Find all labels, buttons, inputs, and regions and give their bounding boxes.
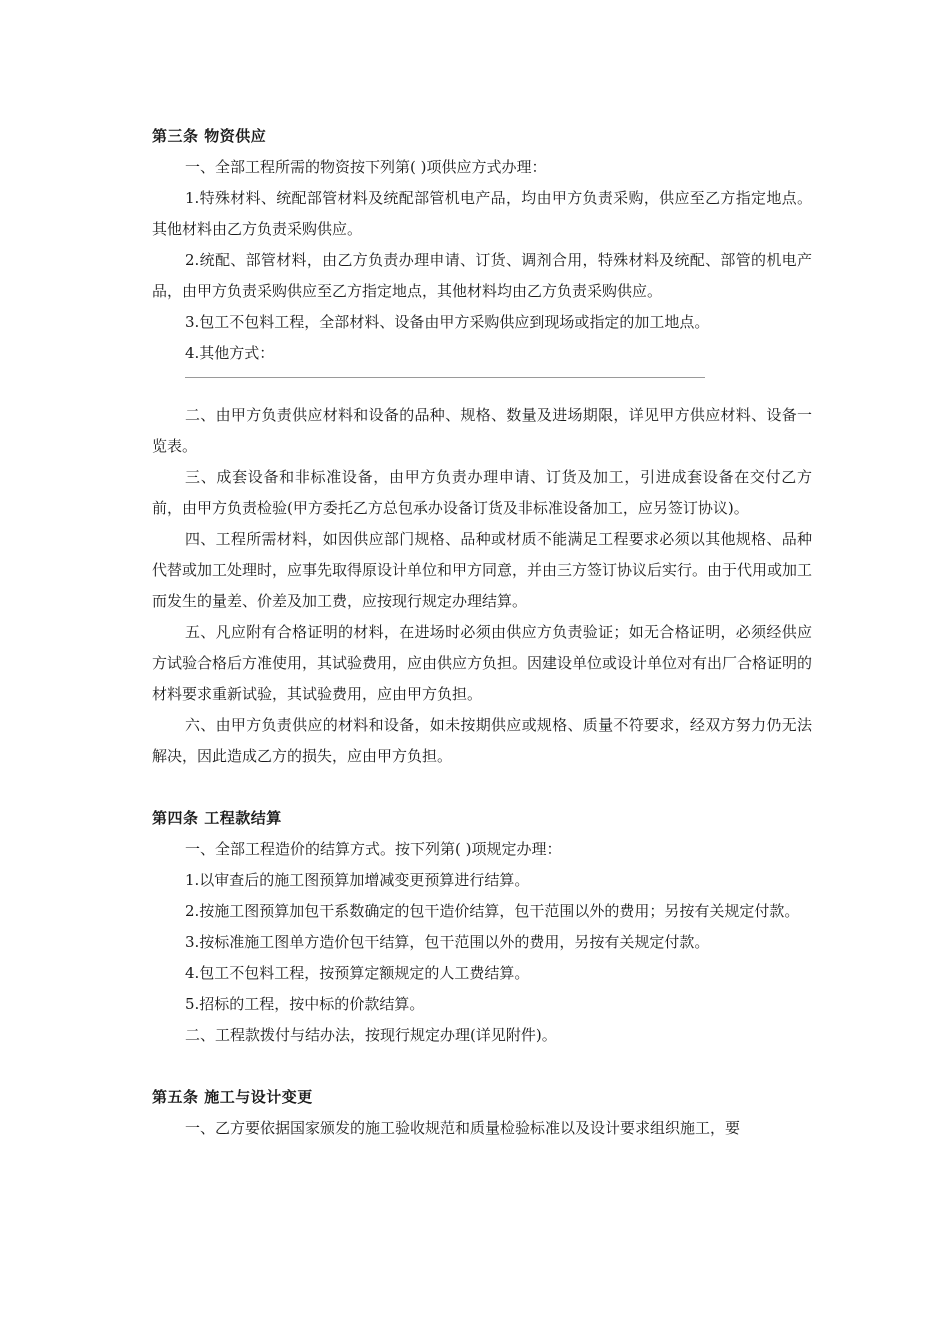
paragraph: 5.招标的工程，按中标的价款结算。 (185, 995, 425, 1013)
paragraph: 二、由甲方负责供应材料和设备的品种、规格、数量及进场期限，详见甲方供应材料、设备一览表。 (152, 406, 812, 455)
paragraph: 二、工程款拨付与结办法，按现行规定办理(详见附件)。 (185, 1026, 557, 1044)
section-article-5 (152, 1082, 812, 1144)
section-article-4 (152, 803, 812, 1051)
section-heading: 第三条 物资供应 (152, 127, 267, 145)
section-spacer (152, 1051, 812, 1082)
paragraph: 2.按施工图预算加包干系数确定的包干造价结算，包干范围以外的费用；另按有关规定付款。 (185, 902, 800, 920)
paragraph: 1.特殊材料、统配部管材料及统配部管机电产品，均由甲方负责采购，供应至乙方指定地点。其他材料由乙方负责采购供应。 (152, 189, 812, 238)
paragraph: 三、成套设备和非标准设备，由甲方负责办理申请、订货及加工，引进成套设备在交付乙方前，由甲方负责检验(甲方委托乙方总包承办设备订货及非标准设备加工，应另签订协议)。 (152, 468, 812, 517)
paragraph: 一、全部工程造价的结算方式。按下列第( )项规定办理： (185, 840, 562, 858)
document-body (152, 121, 812, 1144)
paragraph: 六、由甲方负责供应的材料和设备，如未按期供应或规格、质量不符要求，经双方努力仍无法解决，因此造成乙方的损失，应由甲方负担。 (152, 716, 812, 765)
paragraph: 3.按标准施工图单方造价包干结算，包干范围以外的费用，另按有关规定付款。 (185, 933, 710, 951)
paragraph: 1.以审查后的施工图预算加增减变更预算进行结算。 (185, 871, 530, 889)
paragraph: 4.包工不包料工程，按预算定额规定的人工费结算。 (185, 964, 530, 982)
paragraph: 2.统配、部管材料，由乙方负责办理申请、订货、调剂合用，特殊材料及统配、部管的机电产品，由甲方负责采购供应至乙方指定地点，其他材料均由乙方负责采购供应。 (152, 251, 812, 300)
paragraph: 一、全部工程所需的物资按下列第( )项供应方式办理： (185, 158, 547, 176)
paragraph: 4.其他方式： (185, 344, 275, 362)
paragraph: 四、工程所需材料，如因供应部门规格、品种或材质不能满足工程要求必须以其他规格、品种代替或加工处理时，应事先取得原设计单位和甲方同意，并由三方签订协议后实行。由于代用或加工而发生的量差、价差及加工费，应按现行规定办理结算。 (152, 530, 813, 610)
fill-in-blank-line (152, 369, 812, 400)
section-heading: 第四条 工程款结算 (152, 809, 282, 827)
underline-rule (185, 377, 705, 378)
paragraph: 五、凡应附有合格证明的材料，在进场时必须由供应方负责验证；如无合格证明，必须经供应方试验合格后方准使用，其试验费用，应由供应方负担。因建设单位或设计单位对有出厂合格证明的材料要求重新试验，其试验费用，应由甲方负担。 (152, 623, 813, 703)
paragraph: 一、乙方要依据国家颁发的施工验收规范和质量检验标准以及设计要求组织施工，要 (185, 1119, 741, 1137)
section-spacer (152, 772, 812, 803)
paragraph: 3.包工不包料工程，全部材料、设备由甲方采购供应到现场或指定的加工地点。 (185, 313, 710, 331)
section-heading: 第五条 施工与设计变更 (152, 1088, 313, 1106)
section-article-3 (152, 121, 812, 772)
